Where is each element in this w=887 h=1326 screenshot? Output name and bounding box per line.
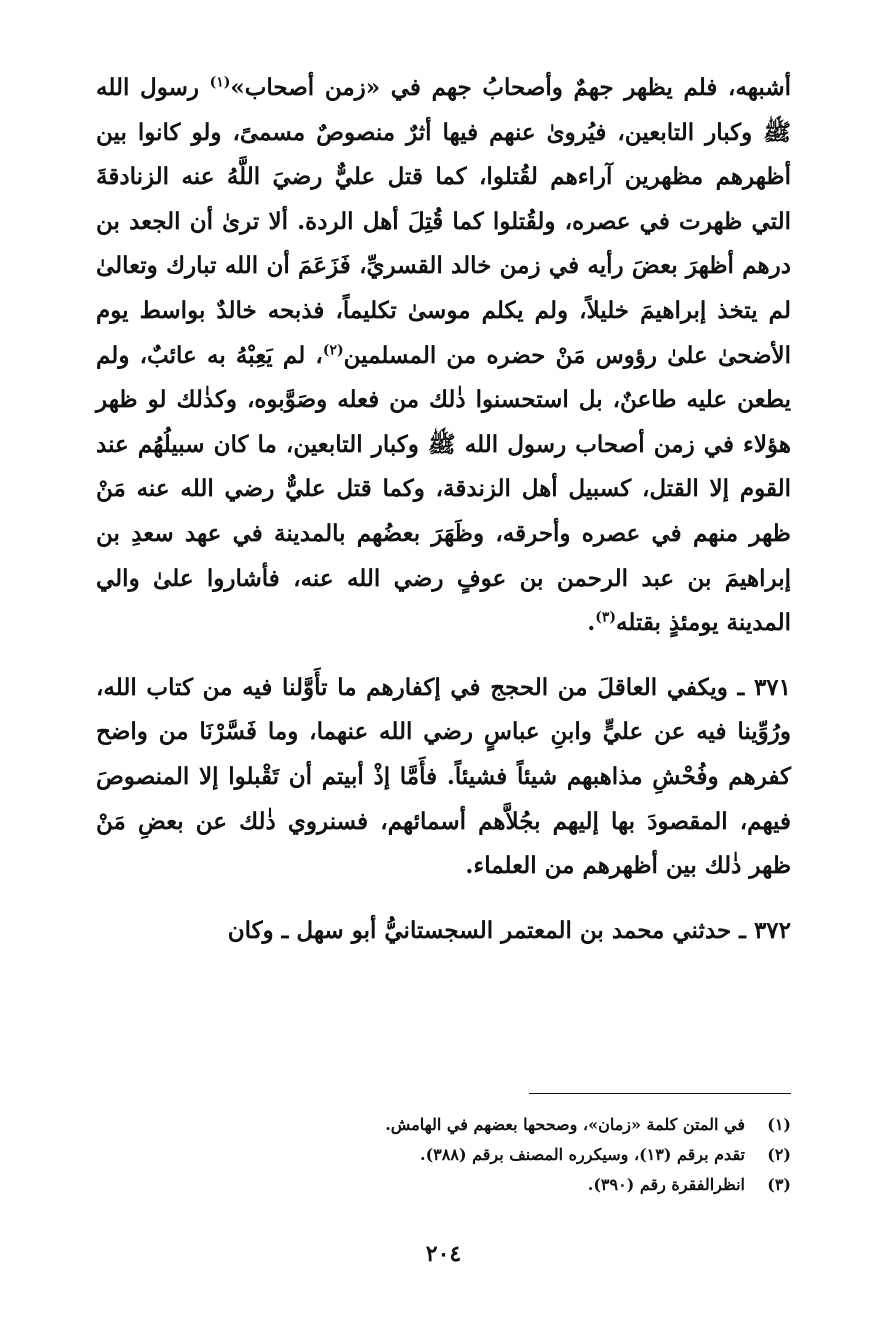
footnote-item [96,1140,791,1170]
footnote-text: تقدم برقم (١٣)، وسيكرره المصنف برقم (٣٨٨). [420,1145,745,1164]
paragraph-text: ، لم يَعِبْهُ به عائبٌ، ولم يطعن عليه طاعنٌ، بل استحسنوا ذٰلك من فعله وصَوَّبوه، وكذٰلك لو ظهر هؤلاء في زمن أصحاب رسول الله ﷺ وكبار التابعين، ما كان سبيلُهُم عند القوم إلا القتل، كسبيل أهل الزندقة، وكما قتل عليٌّ رضي الله عنه مَنْ ظهر منهم في عصره وأحرقه، وظَهَرَ بعضُهم بالمدينة في عهد سعدِ بن إبراهيمَ بن عبد الرحمن بن عوفٍ رضي الله عنه، فأشاروا علىٰ والي المدينة يومئذٍ بقتله [96,341,791,637]
footnote-item [96,1170,791,1200]
footnotes-list [96,1110,791,1200]
paragraph-text: أشبهه، فلم يظهر جهمٌ وأصحابُ جهم في «زمن أصحاب» [230,74,791,101]
footnote-divider [529,1093,791,1094]
page-number: ٢٠٤ [425,1241,462,1267]
footnote-item [96,1110,791,1140]
paragraph-372: ٣٧٢ ـ حدثني محمد بن المعتمر السجستانيُّ أبو سهل ـ وكان [227,916,791,944]
footnote-ref-2[interactable]: (٢) [322,341,344,358]
footnote-number: (٣) [767,1175,791,1194]
footnote-text: في المتن كلمة «زمان»، وصححها بعضهم في الهامش. [385,1115,745,1134]
footnote-ref-3[interactable]: (٣) [595,609,616,626]
main-text [96,66,791,953]
footnote-text: انظرالفقرة رقم (٣٩٠). [587,1175,745,1194]
footnote-ref-1[interactable]: (١) [209,74,231,91]
paragraph-text: رسول الله ﷺ وكبار التابعين، فيُروىٰ عنهم فيها أثرٌ منصوصٌ مسمىً، ولو كانوا بين أظهرهم مظهرين آراءهم لقُتلوا، كما قتل عليٌّ رضيَ اللَّهُ عنه الزنادقةَ التي ظهرت في عصره، ولقُتلوا كما قُتِلَ أهل الردة. ألا ترىٰ أن الجعد بن درهم أظهرَ بعضَ رأيه في زمن خالد القسريِّ، فَزَعَمَ أن الله تبارك وتعالىٰ لم يتخذ إبراهيمَ خليلاً، ولم يكلم موسىٰ تكليماً، فذبحه خالدٌ بواسط يوم الأضحىٰ علىٰ رؤوس مَنْ حضره من المسلمين [96,74,791,369]
paragraph-text: . [587,609,596,637]
paragraph-371: ٣٧١ ـ ويكفي العاقلَ من الحجج في إكفارهم ما تأَوَّلنا فيه من كتاب الله، ورُوِّينا فيه عن عليٍّ وابنِ عباسٍ رضي الله عنهما، وما فَسَّرْنَا من واضح كفرهم وفُحْشِ مذاهبهم شيئاً فشيئاً. فأَمَّا إذْ أبيتم أن تَقْبلوا إلا المنصوصَ فيهم، المقصودَ بها إليهم بجُلاَّهم أسمائهم، فسنروي ذٰلك عن بعضِ مَنْ ظهر ذٰلك بين أظهرهم من العلماء. [96,673,791,880]
paragraph-intro [96,66,791,646]
footnote-number: (١) [767,1115,791,1134]
footnote-number: (٢) [767,1145,791,1164]
